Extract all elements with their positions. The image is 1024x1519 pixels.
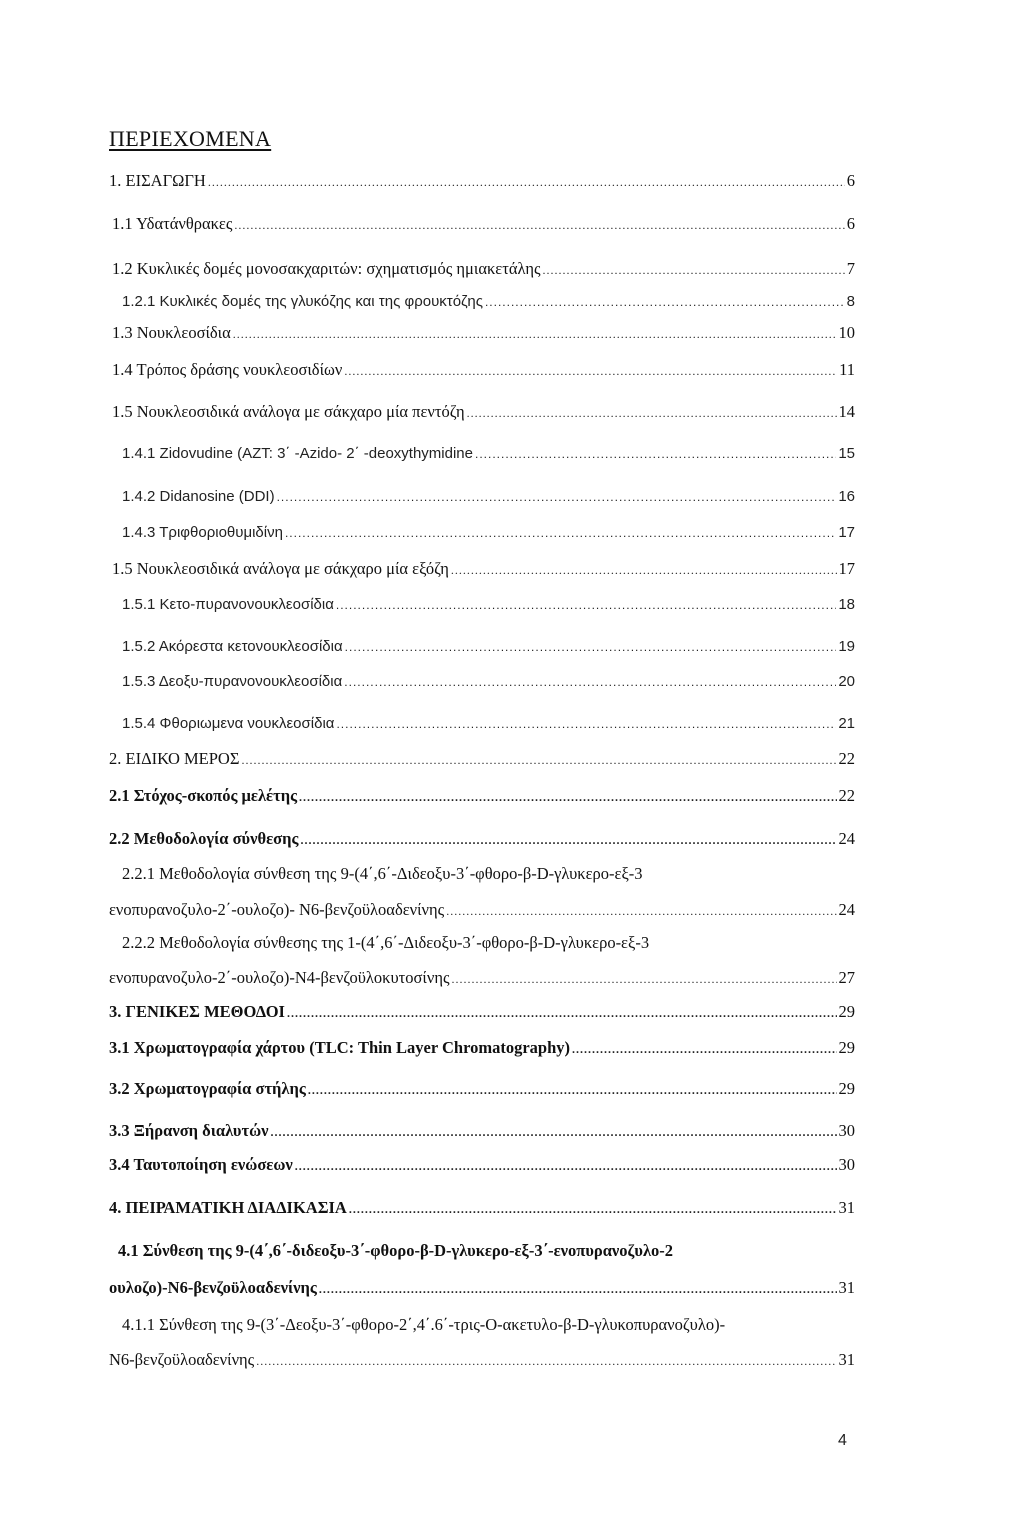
dot-leader [241,747,836,772]
toc-entry-page: 22 [838,749,855,768]
toc-entry-page: 8 [846,293,855,310]
toc-entry-title: 1.2.1 Κυκλικές δομές της γλυκόζης και της φρουκτόζης [122,293,483,310]
dot-leader [308,1077,837,1102]
toc-entry[interactable] [122,441,855,467]
toc-entry-title: 2.1 Στόχος-σκοπός μελέτης [109,786,298,805]
toc-entry[interactable] [112,357,855,383]
toc-entry-page: 19 [838,638,855,655]
dot-leader [349,1196,837,1221]
toc-entry-page: 7 [846,259,855,278]
toc-entry-page: 11 [839,360,855,379]
toc-entry-page: 10 [838,323,855,342]
toc-entry[interactable] [109,897,855,923]
toc-entry-page: 27 [838,968,855,987]
toc-entry-title: 1.2 Κυκλικές δομές μονοσακχαριτών: σχηματισμός ημιακετάλης [112,259,541,278]
toc-entry[interactable] [122,520,855,546]
dot-leader [485,289,845,315]
toc-entry-page: 22 [838,786,855,805]
toc-entry[interactable] [109,1347,855,1373]
toc-entry-title: 2. ΕΙΔΙΚΟ ΜΕΡΟΣ [109,749,240,768]
toc-entry-title: ενοπυρανοζυλο-2΄-ουλοζο)-N4-βενζοϋλοκυτοσίνης [109,968,450,987]
toc-entry[interactable] [112,320,855,346]
dot-leader [277,484,837,510]
toc-entry-title: N6-βενζοϋλοαδενίνης [109,1350,255,1369]
dot-leader [345,634,837,660]
toc-entry-page: 29 [838,1038,855,1057]
toc-entry-title: 1.4 Τρόπος δράσης νουκλεοσιδίων [112,360,343,379]
dot-leader [234,212,844,237]
toc-entry-title: 1.4.2 Didanosine (DDI) [122,488,275,505]
toc-entry-title: 3.3 Ξήρανση διαλυτών [109,1121,269,1140]
toc-entry-page: 21 [838,715,855,732]
dot-leader [299,784,836,809]
dot-leader [467,400,837,425]
toc-entry-first-line: 4.1 Σύνθεση της 9-(4΄,6΄-διδεοξυ-3΄-φθορο-β-D-γλυκερο-εξ-3΄-ενοπυρανοζυλο-2 [118,1241,674,1260]
toc-entry[interactable] [122,669,855,695]
toc-entry[interactable] [112,399,855,425]
dot-leader [336,711,836,737]
dot-leader [475,441,836,467]
dot-leader [287,1000,837,1025]
toc-entry-page: 15 [838,445,855,462]
dot-leader [344,669,836,695]
dot-leader [271,1119,837,1144]
toc-entry[interactable] [122,634,855,660]
toc-entry-page: 18 [838,596,855,613]
toc-entry-title: 1.3 Νουκλεοσίδια [112,323,231,342]
dot-leader [336,592,836,618]
toc-entry-title: 1.5 Νουκλεοσιδικά ανάλογα με σάκχαρο μία πεντόζη [112,402,465,421]
toc-entry-title: 4. ΠΕΙΡΑΜΑΤΙΚΗ ΔΙΑΔΙΚΑΣΙΑ [109,1198,347,1217]
dot-leader [446,898,836,923]
dot-leader [344,358,837,383]
dot-leader [256,1348,836,1373]
toc-entry[interactable] [109,1035,855,1061]
toc-entry[interactable] [109,1195,855,1221]
toc-entry[interactable] [122,592,855,618]
toc-entry-first-line: 2.2.2 Μεθοδολογία σύνθεσης της 1-(4΄,6΄-Διδεοξυ-3΄-φθορο-β-D-γλυκερο-εξ-3 [122,933,650,952]
toc-entry-first-line: 2.2.1 Μεθοδολογία σύνθεση της 9-(4΄,6΄-Διδεοξυ-3΄-φθορο-β-D-γλυκερο-εξ-3 [122,864,643,883]
toc-entry-page: 17 [838,524,855,541]
toc-entry[interactable] [122,484,855,510]
toc-entry[interactable] [109,826,855,852]
dot-leader [285,520,836,546]
toc-entry-title: 3.2 Χρωματογραφία στήλης [109,1079,306,1098]
toc-entry-page: 16 [838,488,855,505]
toc-entry[interactable] [112,211,855,237]
toc-entry[interactable] [112,556,855,582]
toc-entry-title: 1.5.2 Ακόρεστα κετονουκλεοσίδια [122,638,343,655]
toc-entry-page: 17 [838,559,855,578]
dot-leader [300,827,836,852]
dot-leader [452,966,837,991]
toc-entry[interactable] [109,168,855,194]
toc-entry-title: 1.5 Νουκλεοσιδικά ανάλογα με σάκχαρο μία εξόζη [112,559,449,578]
page-number: 4 [838,1432,847,1449]
toc-entry[interactable] [122,711,855,737]
toc-entry[interactable] [109,1076,855,1102]
toc-entry-page: 14 [838,402,855,421]
toc-entry-page: 29 [838,1079,855,1098]
toc-entry[interactable] [122,289,855,315]
toc-entry-page: 20 [838,673,855,690]
toc-entry-title: 2.2 Μεθοδολογία σύνθεσης [109,829,299,848]
dot-leader [233,321,837,346]
toc-entry[interactable] [109,1118,855,1144]
dot-leader [319,1276,837,1301]
toc-entry[interactable] [109,783,855,809]
toc-entry-title: 3. ΓΕΝΙΚΕΣ ΜΕΘΟΔΟΙ [109,1002,285,1021]
toc-entry[interactable] [109,965,855,991]
toc-entry-first-line: 4.1.1 Σύνθεση της 9-(3΄-Δεοξυ-3΄-φθορο-2΄,4΄.6΄-τρις-O-ακετυλο-β-D-γλυκοπυρανοζυλο)- [122,1315,726,1334]
toc-entry-page: 24 [838,900,855,919]
toc-entry-page: 30 [838,1155,855,1174]
toc-entry-page: 31 [838,1278,855,1297]
toc-entry-title: 1.4.1 Zidovudine (AZT: 3΄ -Azido- 2΄ -deoxythymidine [122,445,473,462]
toc-entry-page: 6 [846,214,855,233]
toc-entry-page: 6 [846,171,855,190]
toc-entry-title: 1.5.3 Δεοξυ-πυρανονουκλεοσίδια [122,673,343,690]
toc-entry-title: 3.4 Ταυτοποίηση ενώσεων [109,1155,293,1174]
dot-leader [208,169,845,194]
toc-entry[interactable] [109,999,855,1025]
toc-entry-title: 1.4.3 Τριφθοριοθυμιδίνη [122,524,283,541]
toc-entry-title: 3.1 Χρωματογραφία χάρτου (TLC: Thin Layer Chromatography) [109,1038,571,1057]
toc-entry-title: 1.5.4 Φθοριωμενα νουκλεοσίδια [122,715,335,732]
toc-entry[interactable] [112,256,855,282]
dot-leader [451,557,837,582]
toc-entry-title: ουλοζο)-N6-βενζοϋλοαδενίνης [109,1278,317,1297]
toc-entry[interactable] [109,1152,855,1178]
toc-entry-title: 1.1 Υδατάνθρακες [112,214,233,233]
toc-entry-title: ενοπυρανοζυλο-2΄-ουλοζο)- N6-βενζοϋλοαδενίνης [109,900,445,919]
dot-leader [543,257,845,282]
toc-entry-page: 24 [838,829,855,848]
dot-leader [295,1153,837,1178]
toc-entry-title: 1.5.1 Κετο-πυρανονουκλεοσίδια [122,596,334,613]
toc-entry-page: 30 [838,1121,855,1140]
toc-entry[interactable] [109,1275,855,1301]
toc-heading: ΠΕΡΙΕΧΟΜΕΝΑ [109,126,272,151]
toc-entry-title: 1. ΕΙΣΑΓΩΓΗ [109,171,206,190]
toc-entry-page: 31 [838,1350,855,1369]
toc-entry-page: 31 [838,1198,855,1217]
dot-leader [572,1036,836,1061]
toc-entry[interactable] [109,746,855,772]
toc-entry-page: 29 [838,1002,855,1021]
